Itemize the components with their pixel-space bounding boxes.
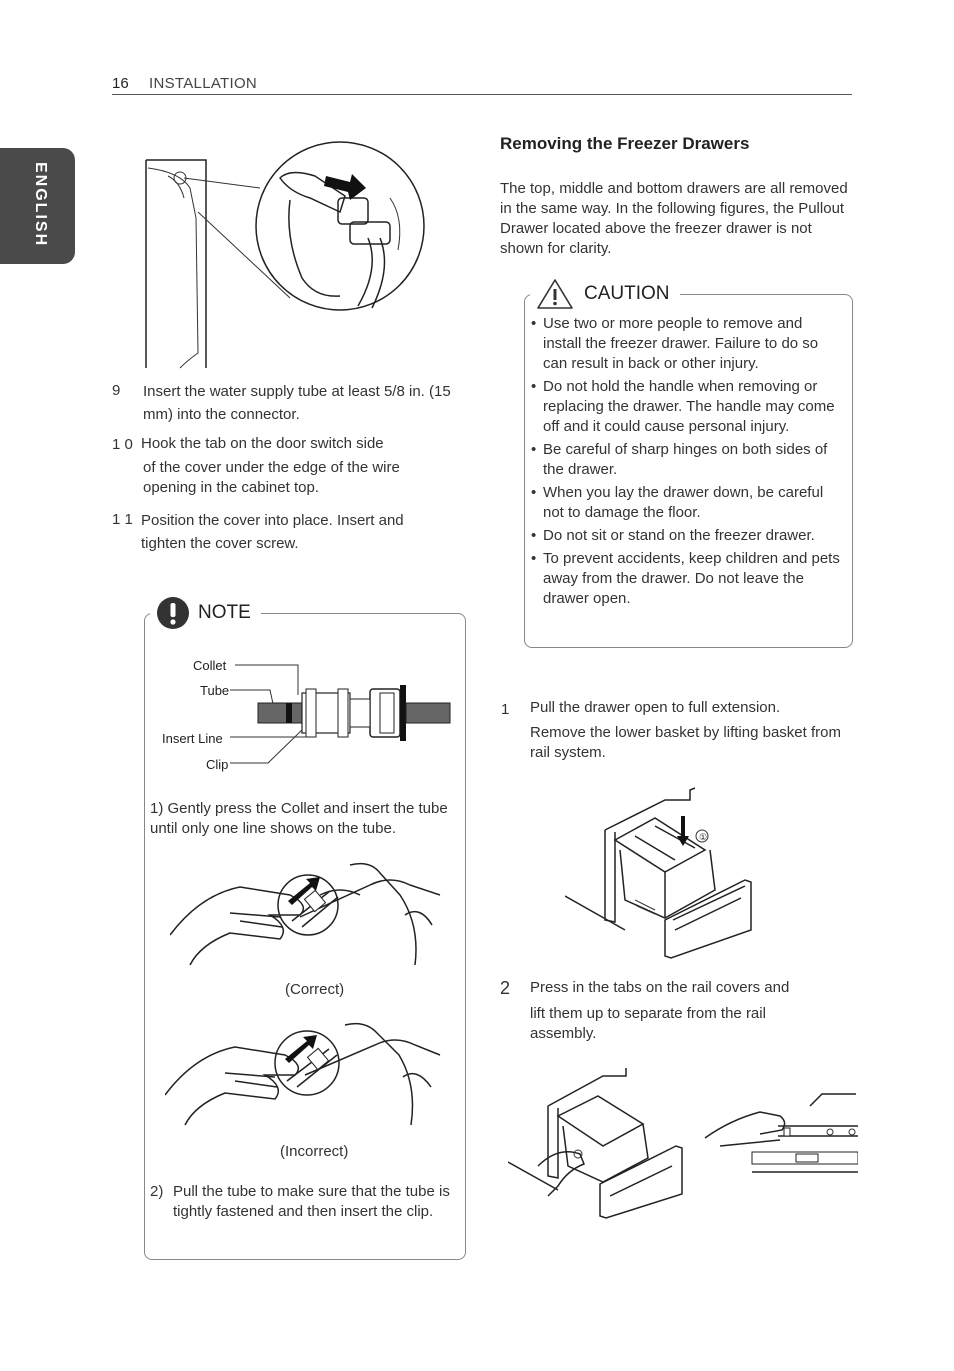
warning-triangle-icon — [536, 278, 574, 310]
section-heading: Removing the Freezer Drawers — [500, 134, 750, 153]
drawer-basket-illustration — [565, 780, 765, 960]
step-2-line1: Press in the tabs on the rail covers and — [530, 979, 790, 996]
step-9-number: 9 — [112, 382, 121, 399]
step-1-number: 1 — [501, 701, 510, 718]
label-insert-line: Insert Line — [162, 731, 223, 746]
step-11-number: 1 1 — [112, 511, 133, 528]
step-10-line1: Hook the tab on the door switch side — [141, 435, 384, 452]
caution-list — [531, 314, 843, 612]
step-2-number: 2 — [500, 978, 511, 998]
correct-caption: (Correct) — [285, 981, 345, 998]
language-tab — [0, 148, 75, 264]
note-item-2: Pull the tube to make sure that the tube is tightly fastened and then insert the clip. — [173, 1183, 450, 1220]
label-clip: Clip — [206, 757, 229, 772]
rail-tab-detail-illustration — [700, 1090, 858, 1180]
language-tab-label: ENGLISH — [32, 162, 49, 248]
callout-1: ① — [699, 832, 708, 842]
exclamation-icon — [156, 596, 190, 630]
caution-item: • Do not hold the handle when removing or replacing the drawer. The handle may come off and it could cause personal injury. — [531, 377, 843, 437]
correct-insertion-illustration — [170, 855, 445, 970]
caution-item: • Do not sit or stand on the freezer drawer. — [531, 526, 843, 546]
incorrect-caption: (Incorrect) — [280, 1143, 349, 1160]
caution-item: • When you lay the drawer down, be careful not to damage the floor. — [531, 483, 843, 523]
step-1-line1: Pull the drawer open to full extension. — [530, 699, 781, 716]
tube-fitting-diagram — [230, 655, 455, 770]
caution-item: • Use two or more people to remove and install the freezer drawer. Failure to do so can result in back or other injury. — [531, 314, 843, 374]
note-item-2-number: 2) — [150, 1183, 164, 1200]
step-9-text: Insert the water supply tube at least 5/8 in. (15 mm) into the connector. — [143, 383, 451, 423]
step-10-number: 1 0 — [112, 436, 133, 453]
rail-cover-drawer-illustration — [508, 1066, 688, 1221]
label-tube: Tube — [200, 683, 230, 698]
page-number: 16 — [112, 75, 129, 92]
caution-item: • Be careful of sharp hinges on both sides of the drawer. — [531, 440, 843, 480]
connector-illustration — [140, 138, 430, 373]
caution-item: • To prevent accidents, keep children and pets away from the drawer. Do not leave the drawer open. — [531, 549, 843, 609]
step-10-text: of the cover under the edge of the wire opening in the cabinet top. — [143, 459, 400, 496]
label-collet: Collet — [193, 658, 227, 673]
note-label: NOTE — [198, 602, 255, 624]
header-rule — [112, 94, 852, 95]
section-title: INSTALLATION — [149, 75, 258, 92]
note-item-1: 1) Gently press the Collet and insert the tube until only one line shows on the tube. — [150, 800, 448, 837]
note-header — [150, 596, 261, 630]
incorrect-insertion-illustration — [165, 1015, 445, 1130]
intro-paragraph: The top, middle and bottom drawers are all removed in the same way. In the following figures, the Pullout Drawer located above the freezer drawer is not shown for clarity. — [500, 180, 848, 257]
step-11-text: Position the cover into place. Insert and tighten the cover screw. — [141, 512, 404, 552]
step-1-line2: Remove the lower basket by lifting basket from rail system. — [530, 724, 841, 761]
caution-label: CAUTION — [584, 283, 674, 305]
step-2-line2: lift them up to separate from the rail assembly. — [530, 1005, 766, 1042]
caution-header — [530, 278, 680, 310]
